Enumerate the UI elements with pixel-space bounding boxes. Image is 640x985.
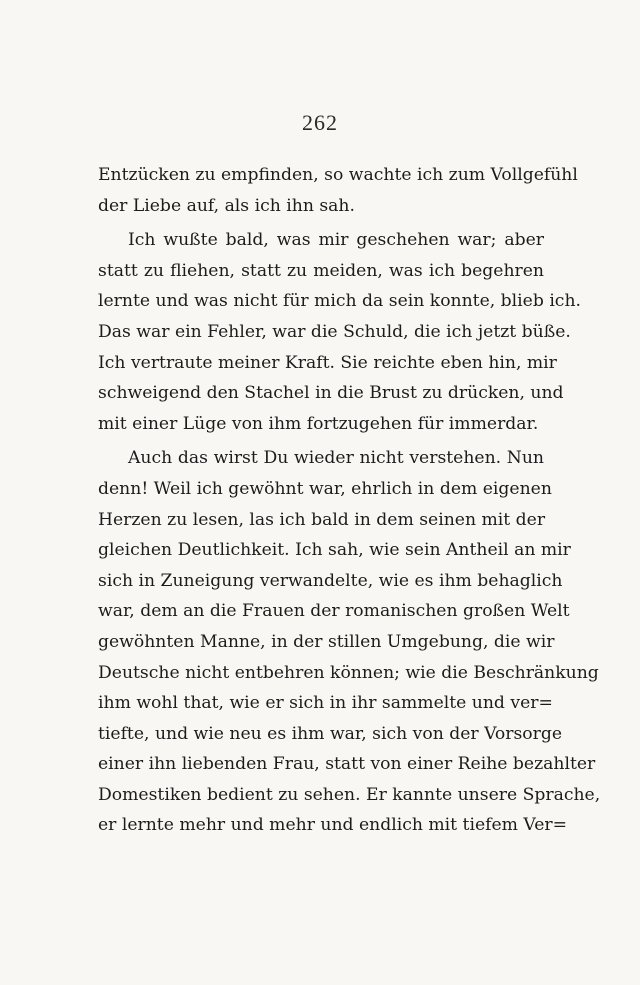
- text-line: war, dem an die Frauen der romanischen großen Welt: [98, 601, 570, 622]
- text-line: lernte und was nicht für mich da sein konnte, blieb ich.: [98, 291, 581, 312]
- text-line: gewöhnten Manne, in der stillen Umgebung, die wir: [98, 631, 555, 652]
- text-line: Entzücken zu empfinden, so wachte ich zum Vollgefühl: [98, 165, 578, 185]
- text-line: denn! Weil ich gewöhnt war, ehrlich in dem eigenen: [98, 478, 552, 499]
- text-line: Herzen zu lesen, las ich bald in dem seinen mit der: [98, 509, 546, 530]
- text-line: tiefte, und wie neu es ihm war, sich von der Vorsorge: [98, 723, 563, 744]
- text-line: gleichen Deutlichkeit. Ich sah, wie sein Antheil an mir: [98, 540, 571, 561]
- text-line: einer ihn liebenden Frau, statt von einer Reihe bezahlter: [98, 754, 596, 775]
- body-text: [98, 160, 601, 841]
- text-line: Ich vertraute meiner Kraft. Sie reichte eben hin, mir: [98, 352, 557, 373]
- text-line: ihm wohl that, wie er sich in ihr sammelte und ver=: [98, 693, 553, 714]
- text-line: Das war ein Fehler, war die Schuld, die ich jetzt büße.: [98, 321, 571, 342]
- page-number: 262: [302, 110, 338, 135]
- text-line: Deutsche nicht entbehren können; wie die Beschränkung: [98, 662, 599, 683]
- text-line: er lernte mehr und mehr und endlich mit tiefem Ver=: [98, 815, 568, 836]
- text-line: sich in Zuneigung verwandelte, wie es ihm behaglich: [98, 570, 563, 591]
- text-line: Auch das wirst Du wieder nicht verstehen. Nun: [128, 448, 544, 469]
- text-line: Ich wußte bald, was mir geschehen war; aber: [128, 230, 544, 251]
- text-line: Domestiken bedient zu sehen. Er kannte unsere Sprache,: [98, 784, 601, 805]
- text-line: der Liebe auf, als ich ihn sah.: [98, 195, 355, 216]
- text-line: schweigend den Stachel in die Brust zu drücken, und: [98, 383, 564, 404]
- text-line: mit einer Lüge von ihm fortzugehen für immerdar.: [98, 413, 539, 434]
- text-line: statt zu fliehen, statt zu meiden, was ich begehren: [98, 260, 544, 281]
